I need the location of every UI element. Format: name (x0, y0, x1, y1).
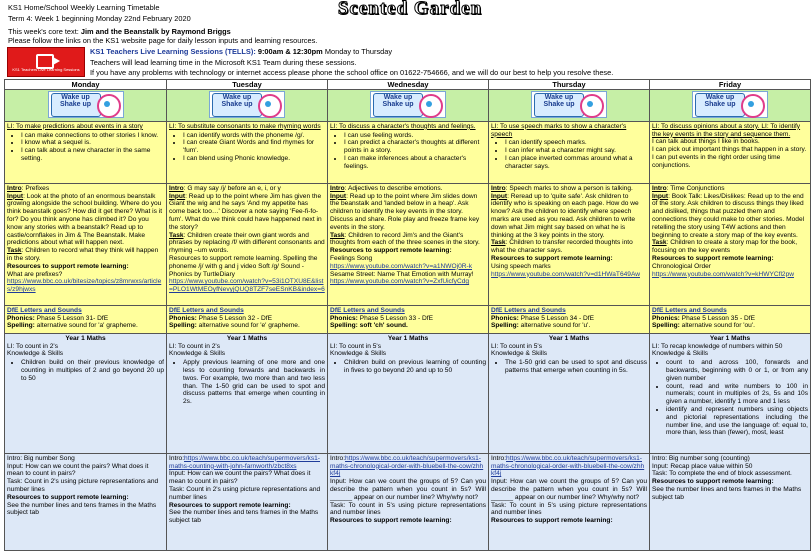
learning-intention: LI: To substitute consonants to make rhyming words (169, 122, 321, 130)
core-text-line (8, 27, 231, 36)
kid-badge-icon (741, 94, 765, 118)
wake-up-line1: Wake up (222, 94, 252, 101)
criterion: • I can create Giant Words and find rhymes for 'fum'. (183, 139, 325, 155)
resources-label: Resources to support remote learning: (491, 254, 613, 262)
wake-up-logo (370, 91, 446, 118)
maths-intro: Intro: Big number song (counting) (652, 454, 750, 462)
phonics-friday (650, 305, 811, 333)
literacy-objective-monday (5, 121, 167, 183)
resources-text: What are prefixes? (7, 270, 63, 278)
knowledge-skills: Knowledge & Skills (330, 350, 387, 358)
maths-task-friday (650, 453, 811, 550)
resources-label: Resources to support remote learning: (7, 493, 129, 501)
maths-intro: Intro: (169, 454, 185, 462)
day-thursday: Thursday (489, 80, 650, 90)
maths-task-wednesday (328, 453, 489, 550)
criterion: I can pick out important things that happen in a story. (652, 146, 807, 154)
criterion: I can put events in the right order using time conjunctions. (652, 153, 781, 169)
phonics-lesson: Phase 5 Lesson 32 - DfE (196, 314, 272, 322)
intro-label: Intro (652, 184, 667, 192)
spelling-text: alternative sound for 'a' grapheme. (34, 322, 138, 330)
criterion: • Apply previous learning of one more and one less to counting forwards and backwards in twos. For example, two more than and two less than. The 1-50 grid can be used to spot and discuss patterns that emerge when counting in 2s. (183, 359, 325, 406)
spelling-label: Spelling: (330, 322, 358, 330)
phonics-title: DfE Letters and Sounds (652, 306, 727, 314)
wake-up-line1: Wake up (705, 94, 735, 101)
phonics-lesson: Phase 5 Lesson 33 - DfE (357, 314, 433, 322)
maths-input: Input: How can we count the pairs? What does it mean to count in pairs? (7, 462, 149, 478)
maths-input: Input: How can we count the groups of 5? Can you describe the pattern when you count in 5s? Will ______ appear on our number line? Why/why not? (491, 478, 647, 501)
criterion: • I can make connections to other stories I know. (21, 132, 164, 140)
knowledge-skills: Knowledge & Skills (491, 350, 548, 358)
day-header-row (5, 80, 811, 90)
criterion: • Children build on their previous knowledge of counting in multiples of 2 and go beyond 20 up to 50 (21, 359, 164, 382)
intro-text: : Speech marks to show a person is talking. (505, 184, 633, 192)
wake-up-line1: Wake up (383, 94, 413, 101)
maths-criteria (652, 359, 808, 437)
resources-label: Resources to support remote learning: (7, 262, 129, 270)
links-note: Please follow the links on the KS1 website page for daily lesson inputs and learning resources. (8, 36, 318, 45)
resource-link[interactable]: https://www.youtube.com/watch?v=d1HWaT649Aw (491, 270, 640, 278)
criterion: I can talk about things I like in books. (652, 138, 760, 146)
success-criteria (7, 132, 164, 163)
literacy-lesson-monday (5, 183, 167, 305)
maths-li: LI: To count in 5's (491, 342, 542, 350)
intro-label: Intro (169, 184, 184, 192)
maths-intro: Intro: (330, 454, 346, 462)
maths-intro-line (330, 455, 486, 478)
maths-task: Task: Count in 2's using picture representations and number lines (169, 485, 321, 501)
task-text: : Children create their own giant words and phrases by replacing /f/ with different consonants and rhyming –um words. (169, 231, 325, 255)
wake-up-text (212, 93, 262, 117)
tells-days: Monday to Thursday (322, 47, 393, 56)
tells-heading-line (90, 47, 392, 57)
phonics-label: Phonics: (169, 314, 197, 322)
criterion: • I can make inferences about a character's feelings. (344, 155, 486, 171)
maths-objective-friday (650, 333, 811, 453)
criterion: • I can identify speech marks. (505, 139, 647, 147)
literacy-lesson-friday (650, 183, 811, 305)
input-text: : Book Talk: Likes/Dislikes: Read up to the end of the story. Ask children to discuss things they liked and disliked, things that puzzled them and connections they could make to other stories. Model retelling the story using T4W actions and then beginning to create a story map of the key events. (652, 192, 805, 239)
resource-link[interactable]: https://www.youtube.com/watch?v=kHWYCfl2pw (652, 270, 795, 278)
intro-link[interactable]: https://www.bbc.co.uk/teach/supermovers/ks1-maths-counting-with-john-farnworth/zbct8xs (169, 454, 320, 470)
maths-criteria (330, 359, 486, 375)
maths-input: Input: Recap place value within 50 (652, 462, 753, 470)
wake-up-line1: Wake up (61, 94, 90, 101)
wake-up-line2: Shake up (221, 101, 253, 109)
spelling-label: Spelling: (169, 322, 197, 330)
spelling-label: Spelling: (491, 322, 519, 330)
criterion: • The 1-50 grid can be used to spot and discuss patterns that emerge when counting in 5s. (505, 359, 647, 375)
resource-link[interactable]: https://www.youtube.com/watch?v=53i1OTXU8E&list=PLO1WtMEOyfNevyjQUQ8TZF7seESnKB&index=6 (169, 278, 325, 294)
intro-label: Intro (491, 184, 506, 192)
phonics-label: Phonics: (491, 314, 519, 322)
maths-task: Task: To count in 5's using picture representations and number lines (330, 501, 486, 517)
maths-objective-monday (5, 333, 167, 453)
task-text: : Children to transfer recorded thoughts into what the character says. (491, 239, 633, 255)
maths-heading: Year 1 Maths (65, 334, 106, 342)
criterion: • I can place inverted commas around what a character says. (505, 155, 647, 171)
literacy-lesson-wednesday (328, 183, 489, 305)
literacy-objective-friday (650, 121, 811, 183)
timetable (4, 79, 811, 551)
task-label: Task (169, 231, 184, 239)
criterion: • I can infer what a character might say. (505, 147, 647, 155)
resources-label: Resources to support remote learning: (169, 501, 291, 509)
criterion: • I can predict a character's thoughts at different points in a story. (344, 139, 486, 155)
knowledge-skills: Knowledge & Skills (7, 350, 64, 358)
phonics-title: DfE Letters and Sounds (330, 306, 405, 314)
header (0, 0, 812, 48)
maths-intro: Intro: Big number Song (7, 454, 75, 462)
phonics-lesson: Phase 5 Lesson 34 - DfE (518, 314, 594, 322)
core-text: Jim and the Beanstalk by Raymond Briggs (80, 27, 231, 36)
page-title: Scented Garden (337, 0, 483, 19)
input-text: : Reread up to 'quite safe'. Ask children to identify who is speaking on each page. How do we know? Ask the children to identify where speech marks are used as you read. Ask children to write down what Jim might say based on what he is thinking at the 3 key points in the story. (491, 192, 639, 239)
input-label: Input (169, 192, 186, 200)
day-monday: Monday (5, 80, 167, 90)
maths-criteria (169, 359, 325, 406)
resources-extra: Sesame Street: Name That Emotion with Murray! (330, 270, 474, 278)
maths-heading: Year 1 Maths (709, 334, 751, 342)
resources-text: See the number lines and tens frames in the Maths subject tab (7, 501, 157, 517)
maths-heading: Year 1 Maths (548, 334, 590, 342)
wake-up-line1: Wake up (544, 94, 574, 101)
phonics-label: Phonics: (7, 314, 35, 322)
phonics-thursday (489, 305, 650, 333)
tells-logo (7, 47, 85, 77)
phonics-wednesday (328, 305, 489, 333)
kid-badge-icon (258, 94, 282, 118)
intro-label: Intro (7, 184, 22, 192)
resources-label: Resources to support remote learning: (652, 478, 774, 486)
resources-text: Feelings Song (330, 254, 373, 262)
maths-intro-line (169, 455, 325, 471)
resources-text: Chronological Order (652, 262, 712, 270)
input-label: Input (652, 192, 669, 200)
maths-input: Input: How can we count the pairs? What does it mean to count in pairs? (169, 470, 311, 486)
resource-link[interactable]: https://www.youtube.com/watch?v=ZxfUicfyCdg (330, 278, 470, 286)
spelling-label: Spelling: (652, 322, 680, 330)
phonics-tuesday (167, 305, 328, 333)
phonics-row (5, 305, 811, 333)
wake-up-logo (692, 91, 768, 118)
tells-banner (4, 46, 808, 78)
resources-text: See the number lines and tens frames in the Maths subject tab (169, 509, 319, 525)
maths-task: Task: Count in 2's using picture representations and number lines (7, 478, 159, 493)
wake-up-cell (167, 90, 328, 122)
tells-heading: KS1 Teachers Live Learning Sessions (TELLS): (90, 47, 256, 56)
wake-up-text (373, 93, 423, 117)
wake-up-logo (48, 91, 124, 118)
maths-li: LI: To count in 2's (7, 342, 58, 350)
task-text: : Children to record what they think will happen in the story. (7, 247, 159, 262)
kid-badge-icon (97, 94, 121, 118)
literacy-lesson-tuesday (167, 183, 328, 305)
criterion: • Children build on previous learning of counting in fives to go beyond 20 and up to 50 (344, 359, 486, 375)
tells-line2: Teachers will lead learning time in the Microsoft KS1 Team during these sessions. (90, 58, 357, 67)
wake-up-logo (531, 91, 607, 118)
wake-up-cell (328, 90, 489, 122)
learning-intention: LI: To make predictions about events in a story (7, 122, 143, 130)
wake-up-line2: Shake up (704, 101, 736, 109)
learning-intention: LI: To use speech marks to show a character's speech (491, 122, 627, 138)
maths-criteria (491, 359, 647, 375)
input-text: : Read up to the point where Jim has given the Giant the wig and he says 'And my appetite has come back too…' Discover a note saying 'Fee-fi-fo-fum'. What do we think could have happened next in the story? (169, 192, 322, 231)
phonics-label: Phonics: (330, 314, 358, 322)
spelling-text: alternative sound for 'ou'. (679, 322, 755, 330)
wake-up-cell (5, 90, 167, 122)
wake-up-row (5, 90, 811, 122)
input-text: : Look at the photo of an enormous beanstalk growing alongside the school building. Where do you think beanstalk goes? How did it get there? What is it for? Do you think anyone has climbed it? Do you know any stories with a beanstalk? Read up to castle/cornflakes in Jim & The Beanstalk. Make predictions about what will happen next. (7, 192, 163, 247)
maths-criteria (7, 359, 164, 382)
intro-text: : Time Conjunctions (666, 184, 725, 192)
intro-text: : G may say /j/ before an e, i, or y (183, 184, 281, 192)
phonics-title: DfE Letters and Sounds (7, 306, 82, 314)
success-criteria (330, 132, 486, 171)
maths-heading: Year 1 Maths (226, 334, 268, 342)
kid-badge-icon (419, 94, 443, 118)
intro-label: Intro (330, 184, 345, 192)
resources-text: Using speech marks (491, 262, 551, 270)
literacy-objective-tuesday (167, 121, 328, 183)
maths-li: LI: To count in 2's (169, 342, 220, 350)
knowledge-skills: Knowledge & Skills (169, 350, 226, 358)
input-label: Input (330, 192, 347, 200)
wake-up-cell (489, 90, 650, 122)
literacy-objective-wednesday (328, 121, 489, 183)
criterion: • I can use feeling words. (344, 132, 486, 140)
maths-intro: Intro: (491, 454, 507, 462)
maths-heading: Year 1 Maths (387, 334, 429, 342)
maths-task: Task: To count in 5's using picture representations and number lines (491, 501, 647, 517)
maths-task: Task: To complete the end of block assessment. (652, 470, 792, 478)
phonics-title: DfE Letters and Sounds (491, 306, 566, 314)
task-label: Task (330, 231, 345, 239)
day-wednesday: Wednesday (328, 80, 489, 90)
resources-label: Resources to support remote learning: (330, 247, 452, 255)
maths-objective-thursday (489, 333, 650, 453)
success-criteria (169, 132, 325, 163)
input-text: : Read up to the point where Jim slides down the beanstalk and 'landed below in a heap'. Ask children to identify the key events in the story. Discuss and share. Role play and freeze frame key events in the story. (330, 192, 480, 231)
input-label: Input (491, 192, 508, 200)
tells-logo-caption: KS1 Teachers Live Learning Sessions (12, 67, 80, 72)
literacy-lesson-thursday (489, 183, 650, 305)
wake-up-line2: Shake up (543, 101, 575, 109)
wake-up-logo (209, 91, 285, 118)
timetable-title: KS1 Home/School Weekly Learning Timetable (8, 3, 160, 12)
resources-label: Resources to support remote learning: (491, 517, 613, 525)
task-text: : Children to create a story map for the book, focusing on the key events (652, 239, 798, 255)
term-week: Term 4: Week 1 beginning Monday 22nd February 2020 (8, 14, 191, 23)
task-label: Task (491, 239, 506, 247)
learning-intention: LI: To discuss opinions about a story. LI: To identify the key events in the story and sequence them. (652, 122, 801, 138)
criterion: • I know what a sequel is. (21, 139, 164, 147)
literacy-li-row (5, 121, 811, 183)
resource-link[interactable]: https://www.youtube.com/watch?v=a1NWOj0R-k (330, 262, 473, 270)
phonics-label: Phonics: (652, 314, 680, 322)
task-label: Task (652, 239, 667, 247)
maths-objective-row (5, 333, 811, 453)
day-tuesday: Tuesday (167, 80, 328, 90)
maths-task-row (5, 453, 811, 550)
maths-li: LI: To count in 5's (330, 342, 381, 350)
wake-up-text (51, 93, 101, 117)
wake-up-cell (650, 90, 811, 122)
wake-up-line2: Shake up (59, 101, 92, 109)
wake-up-text (695, 93, 745, 117)
phonics-lesson: Phase 5 Lesson 35 - DfE (679, 314, 755, 322)
kid-badge-icon (580, 94, 604, 118)
resources-label: Resources to support remote learning: (652, 254, 774, 262)
resources-text: See the number lines and tens frames in the Maths subject tab (652, 485, 802, 501)
spelling-text: alternative sound for 'u'. (518, 322, 591, 330)
maths-objective-tuesday (167, 333, 328, 453)
resources-text: Resources to support remote learning. Spelling the phoneme /j/ with g and j video Soft /g/ Sound - Phonics by TurtleDiary (169, 254, 318, 278)
intro-text: : Prefixes (21, 184, 50, 192)
core-text-label: This week's core text: (8, 27, 81, 36)
criterion: • I can blend using Phonic knowledge. (183, 155, 325, 163)
criterion: • I can identify words with the phoneme /g/. (183, 132, 325, 140)
criterion: • count to and across 100, forwards and backwards, beginning with 0 or 1, or from any given number (666, 359, 808, 382)
wake-up-line2: Shake up (382, 101, 414, 109)
phonics-lesson: Phase 5 Lesson 31- DfE (34, 314, 109, 322)
task-text: : Children to record Jim's and the Giant's thoughts from each of the three scenes in the story. (330, 231, 480, 247)
phonics-title: DfE Letters and Sounds (169, 306, 244, 314)
literacy-objective-thursday (489, 121, 650, 183)
criterion: • identify and represent numbers using objects and pictorial representations including the number line, and use the language of: equal to, more than, less than (fewer), most, least (666, 406, 808, 437)
resources-label: Resources to support remote learning: (330, 517, 452, 525)
maths-task-monday (5, 453, 167, 550)
phonics-monday (5, 305, 167, 333)
spelling-text: soft 'ch' sound. (357, 322, 408, 330)
learning-intention: LI: To discuss a character's thoughts and feelings. (330, 122, 476, 130)
intro-link[interactable]: https://www.bbc.co.uk/teach/supermovers/ks1-maths-chronological-order-with-bluebell-the-cow/zhhkf4j (330, 454, 484, 478)
spelling-text: alternative sound for 'e' grapheme. (196, 322, 300, 330)
resource-link[interactable]: https://www.bbc.co.uk/bitesize/topics/z8mrwxs/articles/z9hjwxs (7, 278, 162, 294)
criterion: • count, read and write numbers to 100 in numerals; count in multiples of 2s, 5s and 10s given a number, identify 1 more and 1 less (666, 383, 808, 406)
literacy-lesson-row (5, 183, 811, 305)
day-friday: Friday (650, 80, 811, 90)
tells-times: 9:00am & 12:30pm (255, 47, 323, 56)
tells-line3: If you have any problems with technology or internet access please phone the school office on 01622-754666, and we will do our best to help you resolve these. (90, 68, 614, 77)
criterion: • I can talk about a new character in the same setting. (21, 147, 164, 163)
spelling-label: Spelling: (7, 322, 35, 330)
maths-li: LI: To recap knowledge of numbers within 50 (652, 342, 783, 350)
success-criteria (491, 139, 647, 170)
input-label: Input (7, 192, 24, 200)
knowledge-skills: Knowledge & Skills (652, 350, 709, 358)
intro-link[interactable]: https://www.bbc.co.uk/teach/supermovers/ks1-maths-chronological-order-with-bluebell-the-cow/zhhkf4j (491, 454, 645, 478)
wake-up-text (534, 93, 584, 117)
maths-task-thursday (489, 453, 650, 550)
task-label: Task (7, 247, 22, 255)
intro-text: : Adjectives to describe emotions. (344, 184, 443, 192)
maths-objective-wednesday (328, 333, 489, 453)
maths-task-tuesday (167, 453, 328, 550)
maths-intro-line (491, 455, 647, 478)
maths-input: Input: How can we count the groups of 5? Can you describe the pattern when you count in 5s? Will ______ appear on our number line? Why/why not? (330, 478, 486, 501)
